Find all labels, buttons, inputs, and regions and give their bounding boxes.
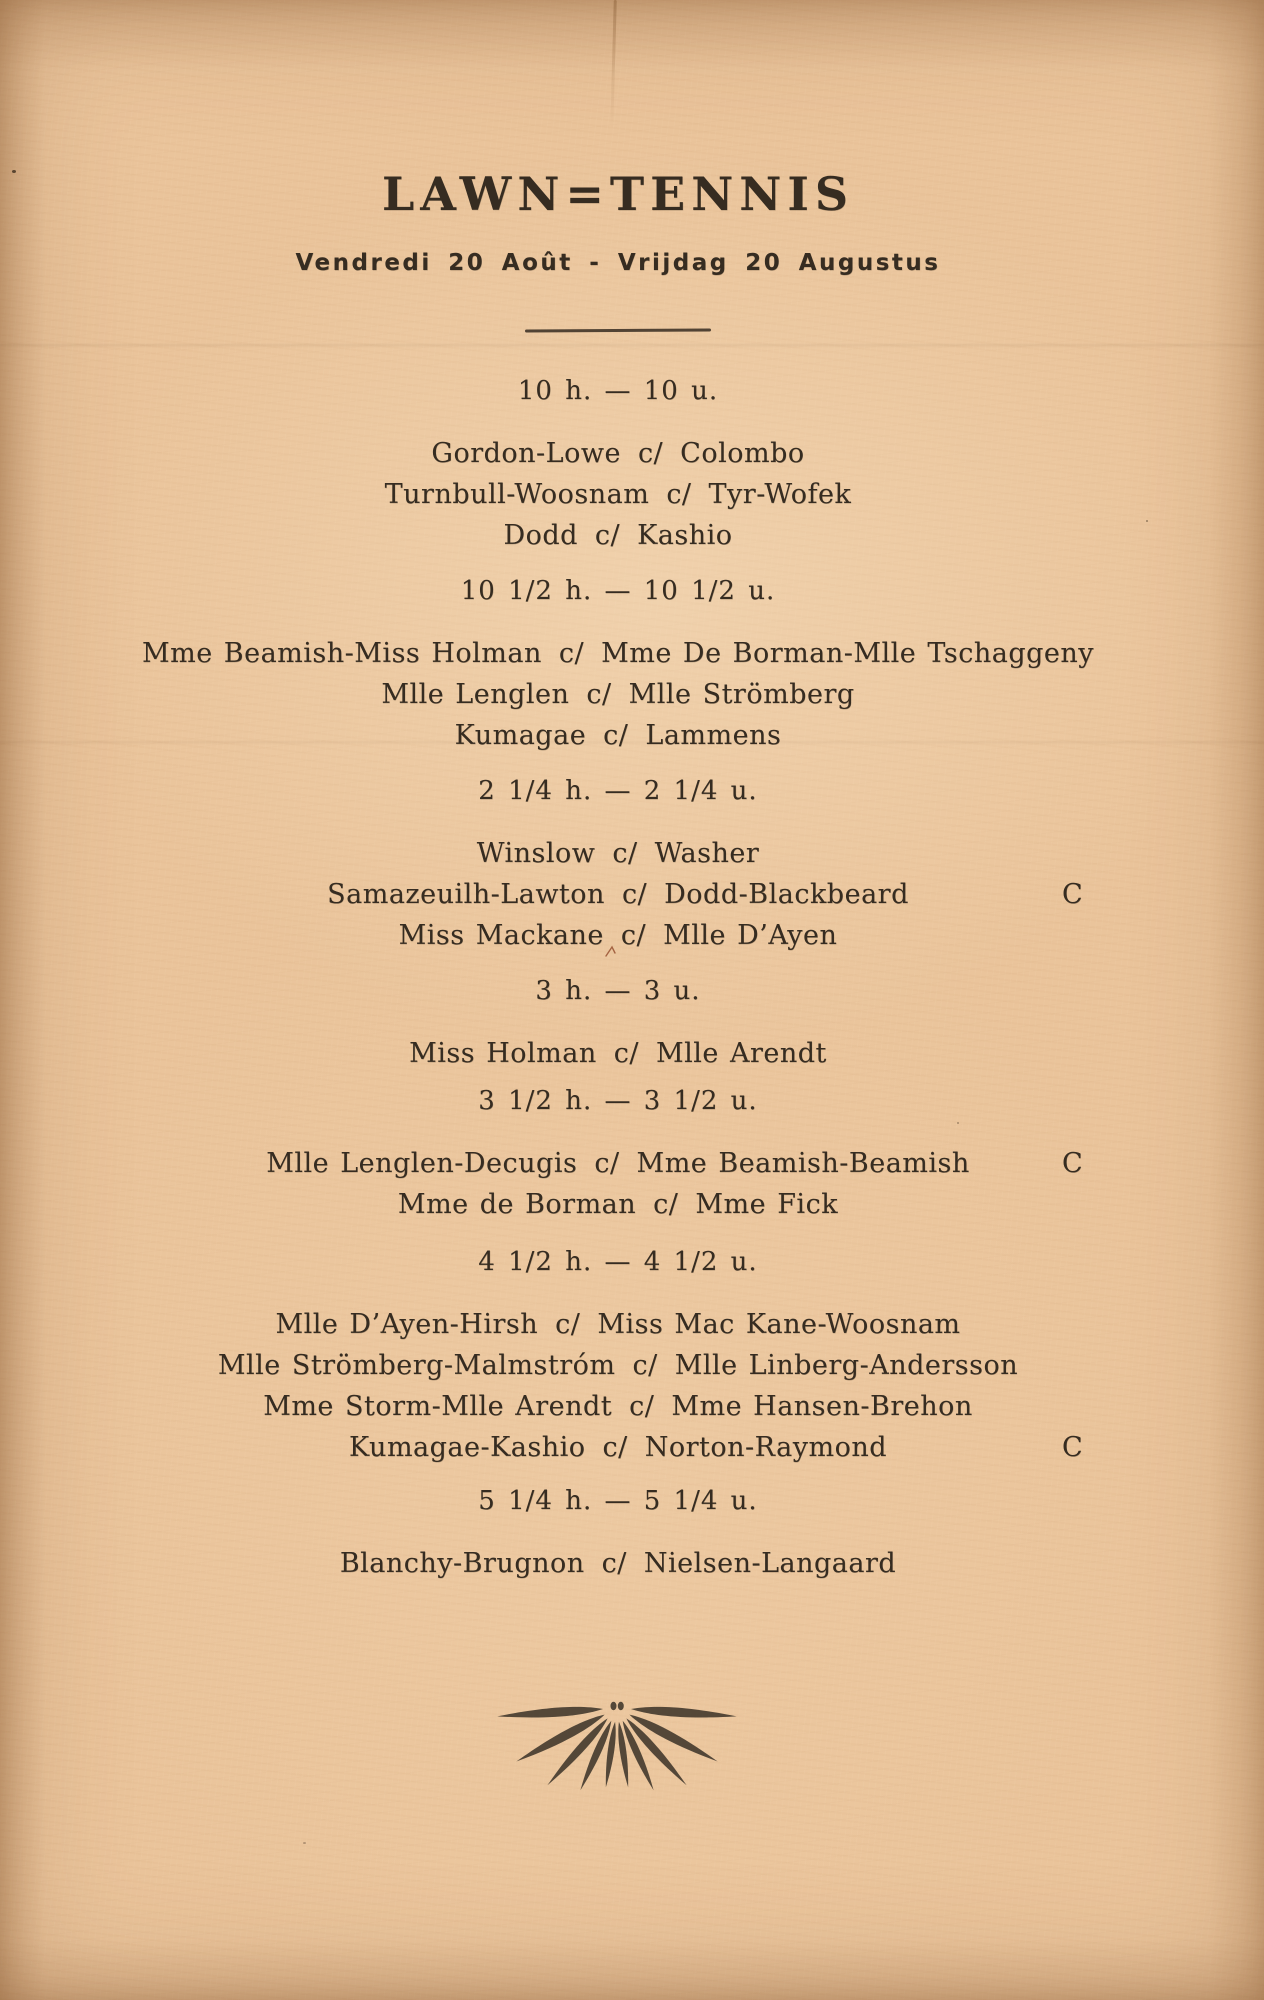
match-row	[0, 1033, 1236, 1074]
versus-separator: c/	[629, 1391, 655, 1422]
match-list	[0, 433, 1236, 556]
match-row	[0, 833, 1236, 874]
match-row	[0, 515, 1236, 556]
session-10h	[0, 375, 1236, 556]
team-right: Lammens	[645, 720, 782, 751]
team-left: Samazeuilh-Lawton	[327, 879, 605, 910]
match-row	[0, 633, 1236, 674]
session-time: 10 1/2 h. — 10 1/2 u.	[460, 576, 776, 606]
court-mark: C	[1062, 879, 1084, 910]
team-right: Tyr-Wofek	[708, 479, 852, 510]
team-right: Kashio	[637, 520, 733, 551]
match-list	[0, 633, 1236, 756]
session-5-15h	[0, 1485, 1236, 1584]
team-right: Mme Hansen-Brehon	[671, 1391, 973, 1422]
team-right: Mlle D’Ayen	[663, 920, 838, 951]
team-right: Colombo	[680, 438, 805, 469]
session-time: 5 1/4 h. — 5 1/4 u.	[478, 1486, 758, 1516]
session-time: 3 1/2 h. — 3 1/2 u.	[478, 1086, 758, 1116]
pencil-check-mark	[604, 942, 620, 954]
team-left: Blanchy-Brugnon	[339, 1548, 585, 1579]
team-left: Miss Mackane	[398, 920, 604, 951]
match-list	[0, 833, 1236, 956]
session-10-30h	[0, 575, 1236, 756]
team-right: Nielsen-Langaard	[643, 1548, 897, 1579]
match-row	[0, 1543, 1236, 1584]
versus-separator: c/	[613, 1038, 639, 1069]
team-left: Dodd	[503, 520, 578, 551]
session-time: 3 h. — 3 u.	[535, 976, 701, 1006]
court-mark: C	[1062, 1148, 1084, 1179]
team-left: Kumagae	[454, 720, 587, 751]
team-left: Winslow	[476, 838, 596, 869]
session-time: 2 1/4 h. — 2 1/4 u.	[478, 776, 758, 806]
versus-separator: c/	[637, 438, 664, 469]
match-row	[0, 674, 1236, 715]
session-3h	[0, 975, 1236, 1074]
match-row	[0, 433, 1236, 474]
match-row	[0, 1345, 1236, 1386]
versus-separator: c/	[555, 1309, 581, 1340]
versus-separator: c/	[612, 838, 638, 869]
versus-separator: c/	[632, 1350, 658, 1381]
match-row	[0, 1184, 1236, 1225]
page-subtitle: Vendredi 20 Août - Vrijdag 20 Augustus	[295, 250, 941, 276]
versus-separator: c/	[594, 520, 621, 551]
team-right: Washer	[654, 838, 760, 869]
versus-separator: c/	[594, 1148, 620, 1179]
session-2-15h	[0, 775, 1236, 956]
team-left: Mlle Strömberg-Malmstróm	[217, 1350, 616, 1381]
match-list	[0, 1033, 1236, 1074]
versus-separator: c/	[653, 1189, 679, 1220]
team-left: Mlle D’Ayen-Hirsh	[275, 1309, 539, 1340]
match-row	[0, 1304, 1236, 1345]
versus-separator: c/	[586, 679, 612, 710]
team-right: Dodd-Blackbeard	[664, 879, 909, 910]
match-row	[0, 474, 1236, 515]
team-right: Norton-Raymond	[644, 1432, 888, 1463]
session-time: 10 h. — 10 u.	[517, 376, 719, 406]
team-right: Mlle Strömberg	[628, 679, 855, 710]
team-left: Gordon-Lowe	[431, 438, 621, 469]
team-right: Mme De Borman-Mlle Tschaggeny	[601, 638, 1095, 669]
versus-separator: c/	[558, 638, 585, 669]
team-left: Miss Holman	[409, 1038, 597, 1069]
versus-separator: c/	[603, 720, 629, 751]
match-list	[0, 1143, 1236, 1225]
versus-separator: c/	[601, 1548, 627, 1579]
match-row	[0, 874, 1236, 915]
session-4-30h	[0, 1246, 1236, 1468]
team-left: Mme Storm-Mlle Arendt	[263, 1391, 613, 1422]
team-left: Kumagae-Kashio	[348, 1432, 586, 1463]
session-time: 4 1/2 h. — 4 1/2 u.	[478, 1247, 758, 1277]
team-right: Mlle Linberg-Andersson	[674, 1350, 1019, 1381]
versus-separator: c/	[602, 1432, 628, 1463]
team-left: Mme Beamish-Miss Holman	[141, 638, 542, 669]
versus-separator: c/	[620, 920, 647, 951]
team-left: Mlle Lenglen-Decugis	[266, 1148, 578, 1179]
court-mark: C	[1062, 1432, 1084, 1463]
team-right: Miss Mac Kane-Woosnam	[597, 1309, 961, 1340]
match-row	[0, 715, 1236, 756]
team-right: Mlle Arendt	[655, 1038, 827, 1069]
page-title: LAWN=TENNIS	[381, 167, 855, 221]
match-row	[0, 1386, 1236, 1427]
team-left: Mme de Borman	[397, 1189, 637, 1220]
match-row	[0, 1143, 1236, 1184]
fan-ornament-icon	[492, 1700, 742, 1795]
team-left: Turnbull-Woosnam	[384, 479, 650, 510]
match-row	[0, 1427, 1236, 1468]
team-right: Mme Beamish-Beamish	[636, 1148, 970, 1179]
team-left: Mlle Lenglen	[381, 679, 570, 710]
versus-separator: c/	[666, 479, 692, 510]
match-list	[0, 1304, 1236, 1468]
team-right: Mme Fick	[695, 1189, 839, 1220]
versus-separator: c/	[621, 879, 648, 910]
match-list	[0, 1543, 1236, 1584]
divider-rule	[525, 329, 711, 332]
session-3-30h	[0, 1085, 1236, 1225]
